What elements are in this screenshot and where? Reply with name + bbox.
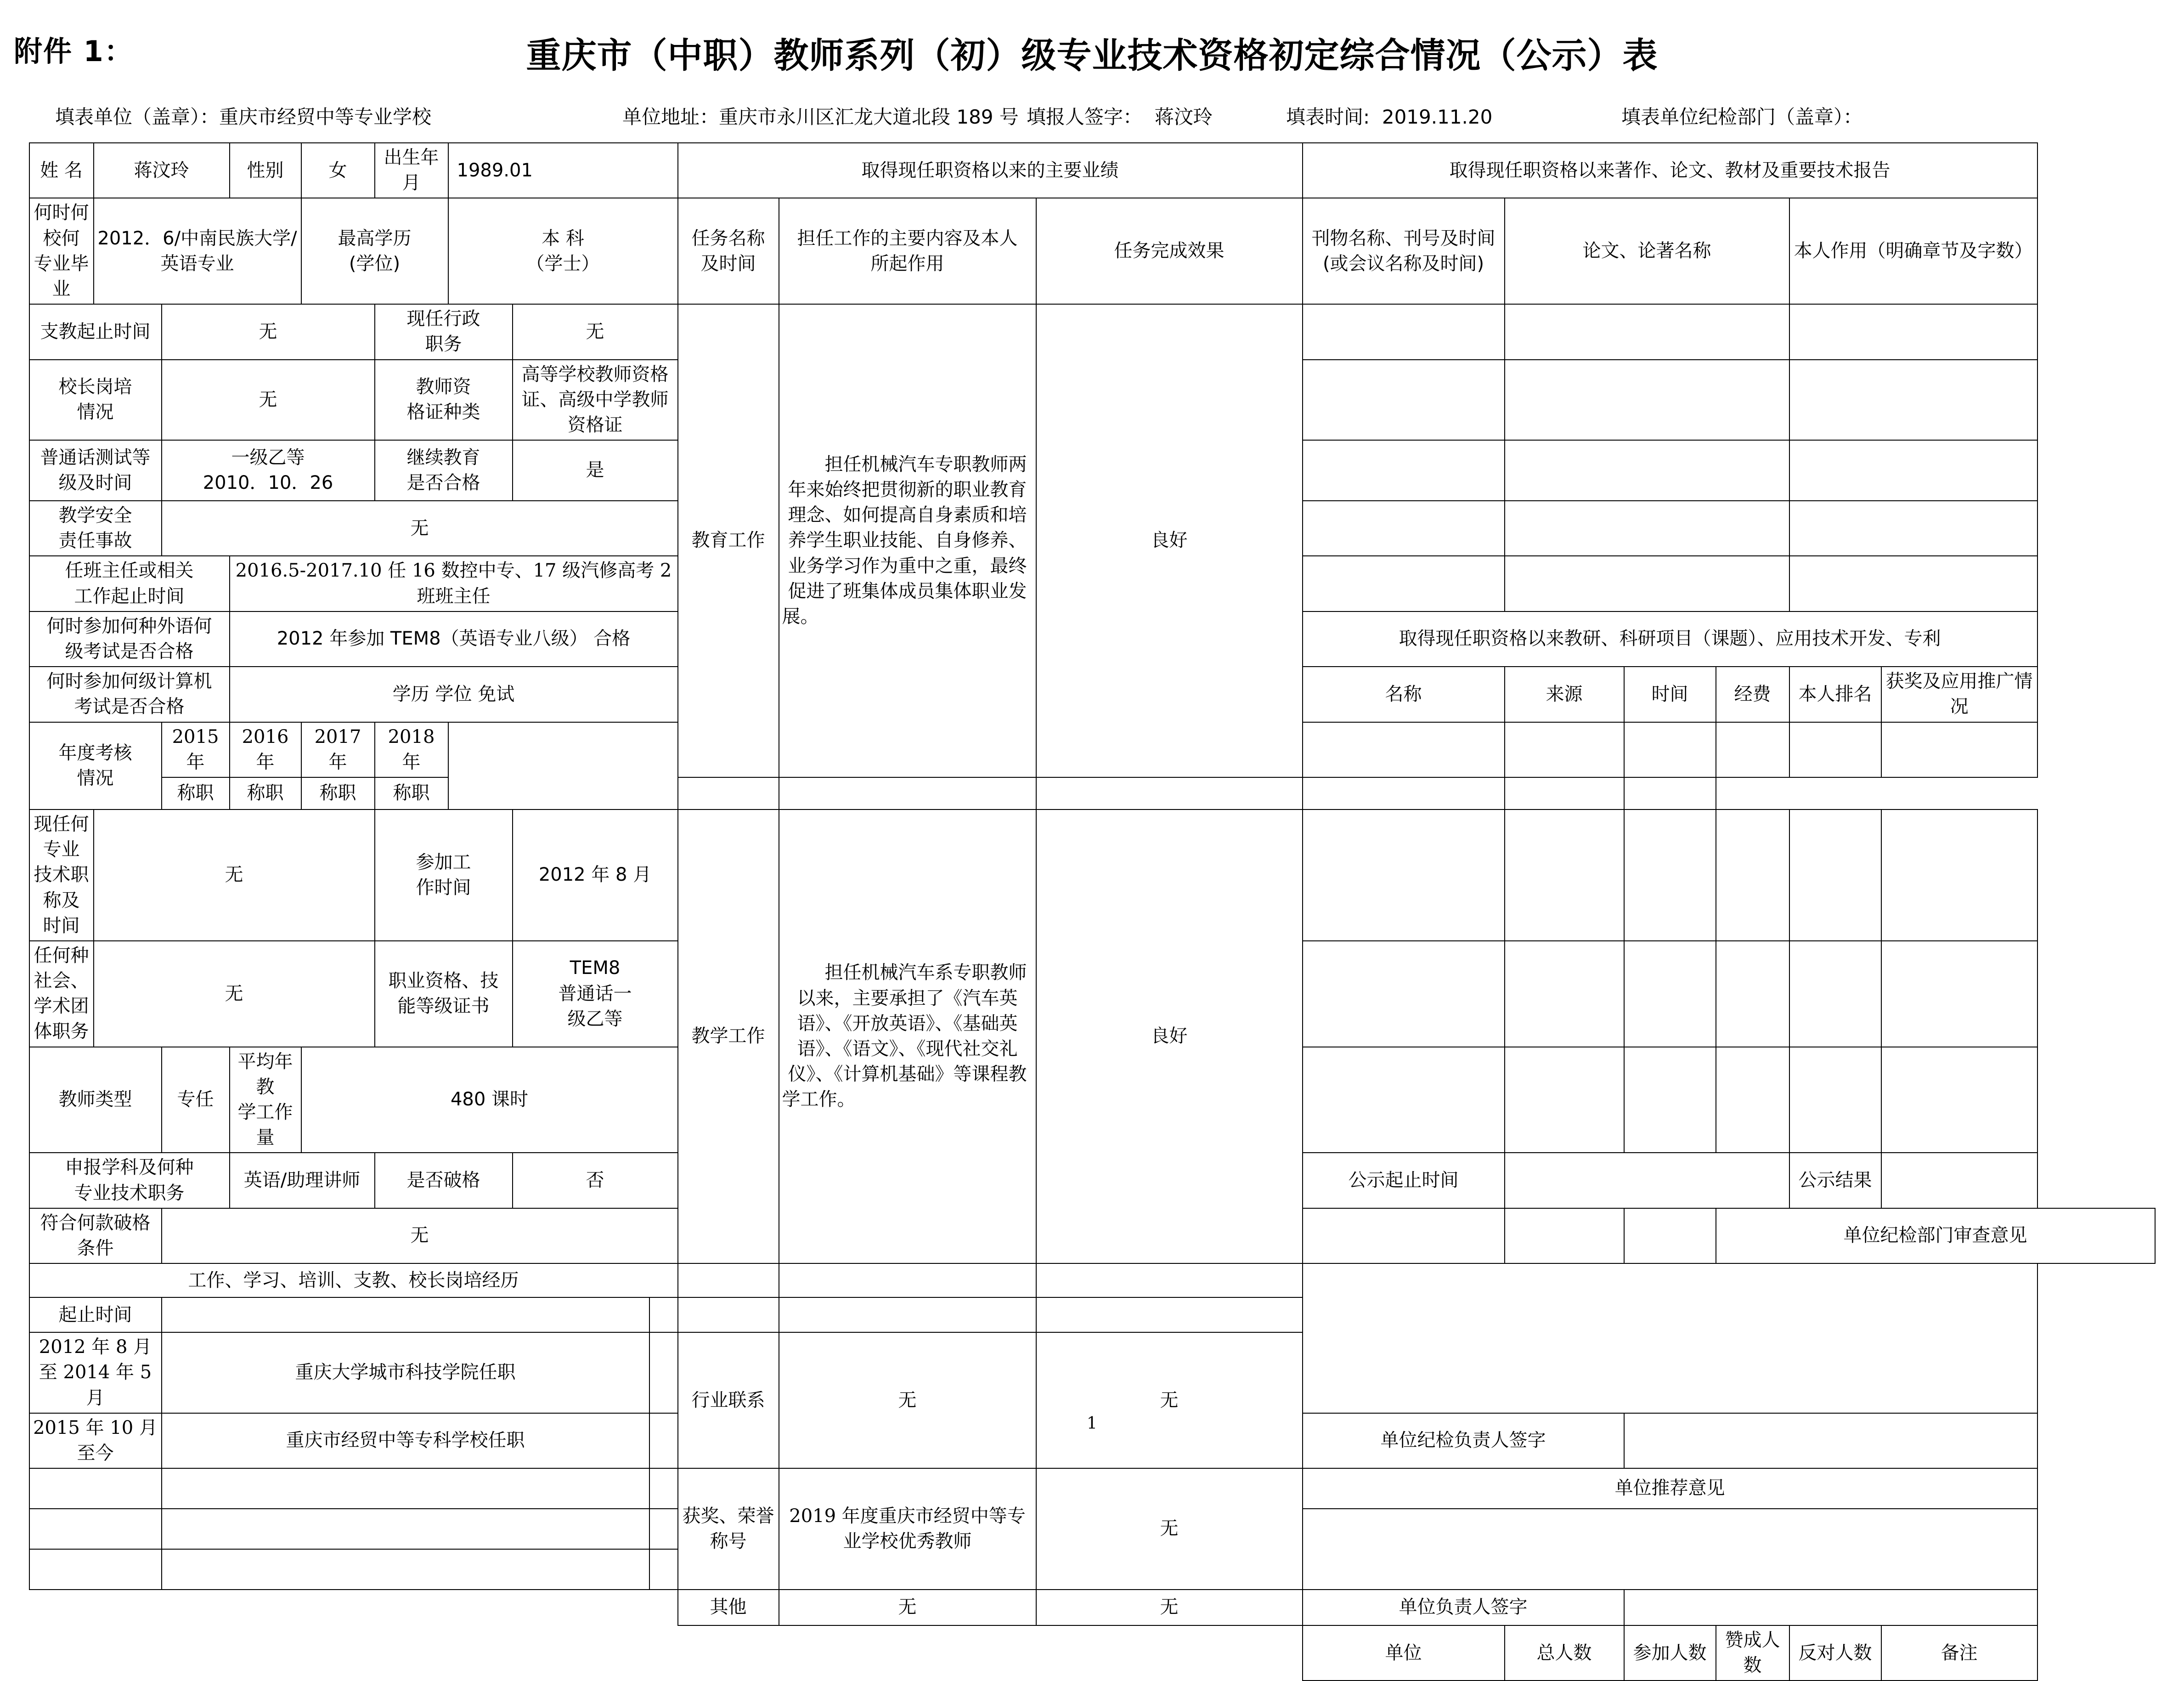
proj-row-2-time [1036, 777, 1303, 809]
meta-unit: 填表单位（盖章）：重庆市经贸中等专业学校 [55, 106, 432, 128]
cell-foreign-lang-label: 何时参加何种外语何 级考试是否合格 [29, 611, 230, 667]
proj-row-5-source [1505, 1047, 1624, 1153]
experience-row-5-extra [649, 1549, 678, 1590]
vote-col-remark: 备注 [1881, 1625, 2037, 1681]
cell-name-label: 姓 名 [29, 143, 94, 198]
discipline-review-body [1303, 1263, 2037, 1413]
pub-col-paper-header: 论文、论著名称 [1505, 198, 1789, 304]
pub-row-2-role [1789, 360, 2037, 441]
middle-task-5-content: 无 [779, 1590, 1036, 1625]
pub-row-5-paper [1505, 556, 1789, 611]
cell-teacher-type-label: 教师类型 [29, 1047, 162, 1153]
cell-teacher-type-value: 专任 [162, 1047, 230, 1153]
middle-task-4-label: 获奖、荣誉 称号 [678, 1468, 779, 1590]
experience-row-5-desc [162, 1549, 649, 1590]
proj-row-3-name [1303, 809, 1505, 941]
middle-filler-9 [1036, 1297, 1303, 1332]
bottom-left-spacer [29, 1625, 1303, 1681]
meta-discipline-dept: 填表单位纪检部门（盖章）： [1621, 106, 1863, 128]
proj-row-4-rank [1789, 941, 1881, 1047]
cell-mandarin-value: 一级乙等 2010．10．26 [162, 440, 375, 501]
cell-current-title-label: 现任何专业 技术职称及 时间 [29, 809, 94, 941]
pub-row-3-role [1789, 440, 2037, 501]
proj-col-time-header: 时间 [1624, 667, 1716, 722]
cell-exception-clause-label: 符合何款破格 条件 [29, 1208, 162, 1263]
proj-row-4-award [1881, 941, 2037, 1047]
cell-continuing-edu-label: 继续教育 是否合格 [375, 440, 513, 501]
proj-row-5-fund [1716, 1047, 1789, 1153]
publicity-period-label: 公示起止时间 [1303, 1153, 1505, 1208]
table-row [29, 1468, 2155, 1509]
proj-row-1-fund [1716, 722, 1789, 777]
cell-degree-value: 本 科 （学士） [448, 198, 678, 304]
pub-row-2-journal [1303, 360, 1505, 441]
proj-row-1-name [1303, 722, 1505, 777]
proj-row-2-source [779, 777, 1036, 809]
pub-col-journal-header: 刊物名称、刊号及时间 (或会议名称及时间) [1303, 198, 1505, 304]
proj-row-4-name [1303, 941, 1505, 1047]
cell-apply-subject-label: 申报学科及何种 专业技术职务 [29, 1153, 230, 1208]
vote-col-agree: 赞成人数 [1716, 1625, 1789, 1681]
proj-row-4-fund [1716, 941, 1789, 1047]
table-row [29, 1625, 2155, 1681]
cell-exception-label: 是否破格 [375, 1153, 513, 1208]
publicity-period-value [1505, 1153, 1789, 1208]
annual-result-2018: 称职 [375, 777, 448, 809]
table-row [29, 304, 2155, 359]
cell-computer-label: 何时参加何级计算机 考试是否合格 [29, 667, 230, 722]
cell-social-post-value: 无 [94, 941, 375, 1047]
middle-filler-7 [678, 1297, 779, 1332]
cell-principal-training-value: 无 [162, 360, 375, 441]
middle-col-task-header: 任务名称 及时间 [678, 198, 779, 304]
vote-col-total: 总人数 [1505, 1625, 1624, 1681]
cell-computer-value: 学历 学位 免试 [230, 667, 678, 722]
proj-row-2-award [1624, 777, 1716, 809]
cell-support-teaching-label: 支教起止时间 [29, 304, 162, 359]
page-number: 1 [1087, 1414, 1097, 1433]
publications-section-title: 取得现任职资格以来著作、论文、教材及重要技术报告 [1303, 143, 2037, 198]
middle-filler-4 [678, 1263, 779, 1297]
cell-current-title-value: 无 [94, 809, 375, 941]
table-row [29, 1590, 2155, 1625]
middle-task-1-content: 担任机械汽车专职教师两年来始终把贯彻新的职业教育理念、如何提高自身素质和培养学生职业技能、自身修养、业务学习作为重中之重，最终促进了班集体成员集体职业发展。 [779, 304, 1036, 777]
experience-row-4-extra [649, 1509, 678, 1549]
middle-task-2-effect: 良好 [1036, 809, 1303, 1263]
experience-row-5-time [29, 1549, 162, 1590]
pub-row-1-paper [1505, 304, 1789, 359]
cell-graduation-label: 何时何校何 专业毕业 [29, 198, 94, 304]
middle-task-2-label: 教学工作 [678, 809, 779, 1263]
pub-row-4-role [1789, 501, 2037, 556]
proj-row-4-time [1624, 941, 1716, 1047]
pub-row-3-journal [1303, 440, 1505, 501]
cell-name-value: 蒋汶玲 [94, 143, 230, 198]
middle-filler-2 [1505, 1208, 1624, 1263]
cell-continuing-edu-value: 是 [513, 440, 678, 501]
proj-row-4-source [1505, 941, 1624, 1047]
cell-work-start-label: 参加工 作时间 [375, 809, 513, 941]
experience-row-2-desc: 重庆市经贸中等专科学校任职 [162, 1413, 649, 1468]
proj-col-source-header: 来源 [1505, 667, 1624, 722]
pub-row-2-paper [1505, 360, 1789, 441]
cell-foreign-lang-value: 2012 年参加 TEM8（英语专业八级） 合格 [230, 611, 678, 667]
table-row [29, 143, 2155, 198]
annual-result-2015: 称职 [162, 777, 230, 809]
meta-reporter: 填报人签字： 蒋汶玲 [1027, 106, 1213, 128]
table-row [29, 809, 2155, 941]
proj-row-5-time [1624, 1047, 1716, 1153]
meta-date: 填表时间: 2019.11.20 [1286, 106, 1493, 128]
cell-workload-value: 480 课时 [301, 1047, 678, 1153]
middle-task-3-label: 行业联系 [678, 1332, 779, 1468]
left-bottom-spacer [29, 1590, 678, 1625]
proj-row-3-source [1505, 809, 1624, 941]
proj-col-fund-header: 经费 [1716, 667, 1789, 722]
experience-row-1-time: 2012 年 8 月至 2014 年 5 月 [29, 1332, 162, 1413]
cell-principal-training-label: 校长岗培 情况 [29, 360, 162, 441]
pub-row-1-journal [1303, 304, 1505, 359]
page-title: 重庆市（中职）教师系列（初）级专业技术资格初定综合情况（公示）表 [526, 35, 1658, 76]
cell-safety-value: 无 [162, 501, 678, 556]
proj-row-2-rank [1505, 777, 1624, 809]
cell-graduation-value: 2012．6/中南民族大学/ 英语专业 [94, 198, 301, 304]
vote-col-oppose: 反对人数 [1789, 1625, 1881, 1681]
cell-work-start-value: 2012 年 8 月 [513, 809, 678, 941]
cell-cert-type-value: 高等学校教师资格证、高级中学教师资格证 [513, 360, 678, 441]
annual-year-2017: 2017 年 [301, 722, 375, 777]
discipline-review-title: 单位纪检部门审查意见 [1716, 1208, 2155, 1263]
pub-row-5-role [1789, 556, 2037, 611]
proj-row-1-time [1624, 722, 1716, 777]
table-row [29, 777, 2155, 809]
pub-row-3-paper [1505, 440, 1789, 501]
table-row [29, 1263, 2155, 1297]
cell-vocational-cert-label: 职业资格、技 能等级证书 [375, 941, 513, 1047]
middle-task-1-effect: 良好 [1036, 304, 1303, 777]
publicity-result-label: 公示结果 [1789, 1153, 1881, 1208]
experience-row-2-time: 2015 年 10 月至今 [29, 1413, 162, 1468]
annual-year-2015: 2015 年 [162, 722, 230, 777]
middle-task-5-effect: 无 [1036, 1590, 1303, 1625]
proj-row-2-name [678, 777, 779, 809]
cell-social-post-label: 任何种社会、 学术团体职务 [29, 941, 94, 1047]
annual-year-2018: 2018 年 [375, 722, 448, 777]
proj-row-5-rank [1789, 1047, 1881, 1153]
experience-col-extra-header [649, 1297, 678, 1332]
experience-row-1-extra [649, 1332, 678, 1413]
middle-col-effect-header: 任务完成效果 [1036, 198, 1303, 304]
middle-task-2-content: 担任机械汽车系专职教师以来，主要承担了《汽车英语》、《开放英语》、《基础英语》、《语文》、《现代社交礼仪》、《计算机基础》等课程教学工作。 [779, 809, 1036, 1263]
cell-apply-subject-value: 英语/助理讲师 [230, 1153, 375, 1208]
proj-col-rank-header: 本人排名 [1789, 667, 1881, 722]
recommendation-title: 单位推荐意见 [1303, 1468, 2037, 1509]
experience-row-3-time [29, 1468, 162, 1509]
meta-address: 单位地址：重庆市永川区汇龙大道北段 189 号 [622, 106, 1019, 128]
annual-extra-cell [448, 722, 678, 809]
proj-row-5-name [1303, 1047, 1505, 1153]
middle-filler-6 [1036, 1263, 1303, 1297]
proj-row-1-award [1881, 722, 2037, 777]
proj-row-3-rank [1789, 809, 1881, 941]
experience-row-1-desc: 重庆大学城市科技学院任职 [162, 1332, 649, 1413]
unit-sign-label[interactable]: 单位负责人签字 [1303, 1590, 1624, 1625]
vote-col-attend: 参加人数 [1624, 1625, 1716, 1681]
proj-row-3-time [1624, 809, 1716, 941]
attachment-label: 附件 1： [14, 34, 134, 68]
middle-task-5-label: 其他 [678, 1590, 779, 1625]
cell-headteacher-value: 2016.5-2017.10 任 16 数控中专、17 级汽修高考 2 班班主任 [230, 556, 678, 611]
middle-filler-8 [779, 1297, 1036, 1332]
cell-gender-value: 女 [301, 143, 375, 198]
projects-section-title: 取得现任职资格以来教研、科研项目（课题）、应用技术开发、专利 [1303, 611, 2037, 667]
main-form-table [29, 142, 2156, 1681]
proj-row-1-source [1505, 722, 1624, 777]
proj-col-award-header: 获奖及应用推广情况 [1881, 667, 2037, 722]
pub-col-role-header: 本人作用（明确章节及字数） [1789, 198, 2037, 304]
cell-birth-value: 1989.01 [448, 143, 678, 198]
middle-task-4-content: 2019 年度重庆市经贸中等专业学校优秀教师 [779, 1468, 1036, 1590]
experience-row-3-desc [162, 1468, 649, 1509]
middle-task-1-label: 教育工作 [678, 304, 779, 777]
annual-result-2016: 称职 [230, 777, 301, 809]
experience-row-3-extra [649, 1468, 678, 1509]
experience-row-4-time [29, 1509, 162, 1549]
cell-mandarin-label: 普通话测试等 级及时间 [29, 440, 162, 501]
middle-filler-3 [1624, 1208, 1716, 1263]
table-row [29, 198, 2155, 304]
pub-row-4-paper [1505, 501, 1789, 556]
middle-section-title: 取得现任职资格以来的主要业绩 [678, 143, 1303, 198]
cell-cert-type-label: 教师资 格证种类 [375, 360, 513, 441]
cell-vocational-cert-value: TEM8 普通话一 级乙等 [513, 941, 678, 1047]
experience-section-title: 工作、学习、培训、支教、校长岗培经历 [29, 1263, 678, 1297]
cell-workload-label: 平均年教 学工作量 [230, 1047, 301, 1153]
vote-col-unit: 单位 [1303, 1625, 1505, 1681]
middle-task-4-effect: 无 [1036, 1468, 1303, 1590]
experience-row-4-desc [162, 1509, 649, 1549]
proj-row-3-fund [1716, 809, 1789, 941]
proj-row-1-rank [1789, 722, 1881, 777]
cell-admin-post-value: 无 [513, 304, 678, 359]
middle-task-3-effect: 无 [1036, 1332, 1303, 1468]
experience-col-desc-header [162, 1297, 649, 1332]
cell-annual-label: 年度考核 情况 [29, 722, 162, 809]
cell-admin-post-label: 现任行政 职务 [375, 304, 513, 359]
middle-filler-1 [1303, 1208, 1505, 1263]
cell-safety-label: 教学安全 责任事故 [29, 501, 162, 556]
proj-col-name-header: 名称 [1303, 667, 1505, 722]
proj-row-5-award [1881, 1047, 2037, 1153]
cell-degree-label: 最高学历 (学位) [301, 198, 448, 304]
pub-row-5-journal [1303, 556, 1505, 611]
cell-headteacher-label: 任班主任或相关 工作起止时间 [29, 556, 230, 611]
middle-col-content-header: 担任工作的主要内容及本人 所起作用 [779, 198, 1036, 304]
form-meta-row [0, 102, 2184, 130]
cell-support-teaching-value: 无 [162, 304, 375, 359]
cell-exception-clause-value: 无 [162, 1208, 678, 1263]
discipline-sign-label[interactable]: 单位纪检负责人签字 [1303, 1413, 1624, 1468]
proj-row-3-award [1881, 809, 2037, 941]
proj-row-2-fund [1303, 777, 1505, 809]
publicity-result-value [1881, 1153, 2037, 1208]
experience-col-time-header: 起止时间 [29, 1297, 162, 1332]
cell-gender-label: 性别 [230, 143, 301, 198]
cell-birth-label: 出生年月 [375, 143, 448, 198]
cell-exception-value: 否 [513, 1153, 678, 1208]
annual-year-2016: 2016 年 [230, 722, 301, 777]
pub-row-1-role [1789, 304, 2037, 359]
middle-filler-5 [779, 1263, 1036, 1297]
unit-sign-value[interactable] [1624, 1590, 2037, 1625]
recommendation-body [1303, 1509, 2037, 1590]
document-header [0, 0, 2184, 142]
pub-row-4-journal [1303, 501, 1505, 556]
middle-task-3-content: 无 [779, 1332, 1036, 1468]
annual-result-2017: 称职 [301, 777, 375, 809]
